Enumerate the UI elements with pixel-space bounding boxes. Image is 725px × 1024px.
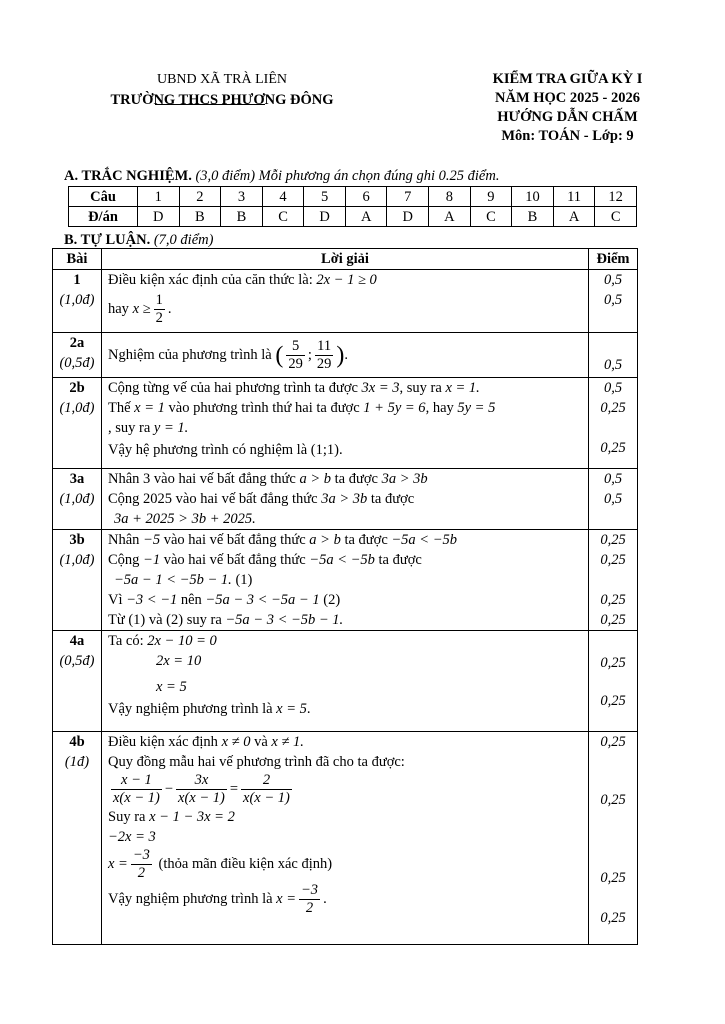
text: Thế bbox=[108, 400, 135, 416]
math: −1 bbox=[143, 552, 161, 568]
bai-cell bbox=[53, 530, 102, 631]
score-cell bbox=[589, 631, 638, 732]
text: Nhân 3 vào hai vế bất đẳng thức bbox=[108, 471, 300, 487]
score: 0,5 bbox=[603, 272, 623, 288]
bai-number: 4b bbox=[69, 734, 85, 750]
text: ta được bbox=[331, 471, 382, 487]
row-bai-4b bbox=[53, 732, 638, 945]
solution-line bbox=[108, 550, 582, 570]
bai-points: (1,0đ) bbox=[59, 292, 95, 308]
math: x ≠ 0 bbox=[221, 734, 251, 750]
text: (1) bbox=[231, 572, 253, 588]
math: 3a > 3b bbox=[321, 491, 368, 507]
paren-open: ( bbox=[275, 342, 284, 368]
bai-number: 2a bbox=[69, 335, 85, 351]
math: x = 5 bbox=[276, 701, 307, 717]
text: ta được bbox=[374, 552, 422, 568]
text: , suy ra bbox=[108, 420, 154, 436]
text: hay bbox=[108, 300, 133, 317]
solution-line bbox=[108, 509, 582, 529]
row-bai-2a bbox=[53, 333, 638, 378]
math: x = 5 bbox=[156, 679, 187, 695]
answer-row bbox=[69, 207, 637, 227]
question-label: Câu bbox=[69, 187, 138, 207]
text: và bbox=[250, 734, 272, 750]
math: −5a − 1 < −5b − 1. bbox=[114, 572, 232, 588]
answer-cell: D bbox=[138, 207, 180, 227]
answer-cell: D bbox=[304, 207, 346, 227]
bai-points: (1,0đ) bbox=[59, 552, 95, 568]
math: −5 bbox=[143, 532, 161, 548]
score: 0,5 bbox=[603, 292, 623, 308]
math: a > b bbox=[309, 532, 341, 548]
math: x ≥ bbox=[132, 300, 151, 317]
bai-cell bbox=[53, 270, 102, 333]
numerator: −3 bbox=[301, 882, 319, 898]
answer-label: Đ/án bbox=[69, 207, 138, 227]
header-underline bbox=[155, 104, 265, 105]
text: Ta có: bbox=[108, 633, 148, 649]
text: . bbox=[323, 890, 327, 907]
text: Nhân bbox=[108, 532, 144, 548]
numerator: x − 1 bbox=[111, 772, 162, 790]
solution-line bbox=[108, 752, 582, 772]
school-year: NĂM HỌC 2025 - 2026 bbox=[495, 90, 640, 106]
math: 2x − 1 ≥ 0 bbox=[316, 272, 377, 288]
bai-cell bbox=[53, 732, 102, 945]
denominator: 2 bbox=[305, 900, 314, 916]
solution-line bbox=[108, 610, 582, 630]
denominator: 29 bbox=[288, 355, 303, 372]
answer-cell: B bbox=[221, 207, 263, 227]
math: −5a − 3 < −5a − 1 bbox=[205, 592, 320, 608]
section-b-title bbox=[64, 232, 213, 249]
score: 0,5 bbox=[603, 380, 623, 396]
fraction bbox=[299, 882, 320, 917]
text: Cộng 2025 vào hai vế bất đẳng thức bbox=[108, 491, 322, 507]
math: 3a > 3b bbox=[381, 471, 428, 487]
bai-cell bbox=[53, 378, 102, 469]
solution-line bbox=[108, 530, 582, 550]
text: Điều kiện xác định bbox=[108, 734, 222, 750]
answer-cell: C bbox=[595, 207, 637, 227]
numerator: −3 bbox=[132, 847, 150, 863]
bai-number: 4a bbox=[69, 633, 85, 649]
question-number: 6 bbox=[345, 187, 387, 207]
solution-line bbox=[108, 882, 582, 917]
row-bai-3b bbox=[53, 530, 638, 631]
school-name: TRƯỜNG THCS PHƯƠNG ĐÔNG bbox=[110, 92, 334, 108]
section-a-heading: A. TRẮC NGHIỆM. bbox=[64, 168, 192, 184]
solution-line bbox=[108, 418, 582, 438]
math: 2x − 10 = 0 bbox=[147, 633, 217, 649]
score-cell bbox=[589, 378, 638, 469]
exam-title: KIỂM TRA GIỮA KỲ I bbox=[492, 71, 643, 87]
math: −5a < −5b bbox=[309, 552, 375, 568]
operator: − bbox=[164, 780, 174, 797]
math: a > b bbox=[299, 471, 332, 487]
text: (2) bbox=[319, 592, 341, 608]
question-number: 7 bbox=[387, 187, 429, 207]
math: 3x = 3 bbox=[361, 380, 400, 396]
row-bai-2b bbox=[53, 378, 638, 469]
solution-line bbox=[108, 677, 582, 697]
math: −2x = 3 bbox=[108, 829, 156, 845]
score: 0,25 bbox=[600, 655, 626, 671]
text: Từ (1) và (2) suy ra bbox=[108, 612, 226, 628]
row-bai-4a bbox=[53, 631, 638, 732]
text: Cộng từng vế của hai phương trình ta được bbox=[108, 380, 362, 396]
text: . bbox=[306, 701, 311, 717]
bai-number: 3b bbox=[69, 532, 85, 548]
text: , hay bbox=[425, 400, 458, 416]
score: 0,25 bbox=[600, 734, 626, 750]
solution-line bbox=[108, 847, 582, 882]
question-number: 3 bbox=[221, 187, 263, 207]
math: x = bbox=[276, 890, 297, 907]
text: Quy đồng mẫu hai vế phương trình đã cho ta được: bbox=[108, 754, 405, 770]
numerator: 5 bbox=[286, 338, 305, 356]
question-number: 4 bbox=[262, 187, 304, 207]
text: vào hai vế bất đẳng thức bbox=[160, 532, 310, 548]
solution-cell bbox=[102, 732, 589, 945]
numerator: 3x bbox=[176, 772, 227, 790]
score-cell bbox=[589, 270, 638, 333]
solution-cell bbox=[102, 333, 589, 378]
fraction bbox=[315, 338, 334, 373]
bai-number: 2b bbox=[69, 380, 85, 396]
col-header-diem: Điểm bbox=[589, 249, 638, 270]
score: 0,25 bbox=[600, 910, 626, 926]
score: 0,25 bbox=[600, 440, 626, 456]
denominator: 29 bbox=[316, 355, 332, 372]
numerator: 1 bbox=[155, 292, 163, 308]
text: Nghiệm của phương trình là bbox=[108, 346, 276, 363]
text: (thỏa mãn điều kiện xác định) bbox=[154, 855, 333, 872]
text: Suy ra bbox=[108, 809, 150, 825]
solution-line bbox=[108, 827, 582, 847]
question-row bbox=[69, 187, 637, 207]
math: y = 1. bbox=[153, 420, 189, 436]
col-header-bai: Bài bbox=[53, 249, 102, 270]
solution-cell bbox=[102, 270, 589, 333]
bai-points: (1,0đ) bbox=[59, 491, 95, 507]
question-number: 12 bbox=[595, 187, 637, 207]
question-number: 11 bbox=[553, 187, 595, 207]
bai-number: 1 bbox=[73, 272, 81, 288]
solution-line bbox=[108, 378, 582, 398]
math: 2x = 10 bbox=[156, 653, 202, 669]
bai-number: 3a bbox=[69, 471, 85, 487]
answer-cell: C bbox=[470, 207, 512, 227]
solution-line bbox=[108, 651, 582, 671]
text: Vậy nghiệm phương trình là bbox=[108, 890, 277, 907]
bai-points: (1,0đ) bbox=[59, 400, 95, 416]
answer-cell: B bbox=[512, 207, 554, 227]
fraction bbox=[131, 847, 152, 882]
answer-cell: A bbox=[429, 207, 471, 227]
denominator: 2 bbox=[155, 310, 163, 326]
numerator: 11 bbox=[315, 338, 334, 356]
paren-close: ) bbox=[336, 342, 345, 368]
text: vào hai vế bất đẳng thức bbox=[160, 552, 310, 568]
solution-line bbox=[108, 772, 582, 807]
answer-cell: D bbox=[387, 207, 429, 227]
solution-line bbox=[108, 590, 582, 610]
essay-answer-table bbox=[52, 248, 638, 945]
score: 0,25 bbox=[600, 552, 626, 568]
text: . bbox=[167, 300, 172, 317]
section-a-title bbox=[64, 168, 499, 185]
col-header-loigiai: Lời giải bbox=[102, 249, 589, 270]
multiple-choice-table bbox=[68, 186, 637, 227]
fraction bbox=[111, 772, 162, 807]
bai-cell bbox=[53, 333, 102, 378]
numerator: 2 bbox=[241, 772, 292, 790]
text: vào phương trình thứ hai ta được bbox=[164, 400, 364, 416]
math: x = 1 bbox=[134, 400, 165, 416]
answer-cell: A bbox=[345, 207, 387, 227]
math: x = bbox=[108, 855, 128, 872]
denominator: x(x − 1) bbox=[178, 790, 225, 806]
score: 0,25 bbox=[600, 400, 626, 416]
score-cell bbox=[589, 333, 638, 378]
math: 3a + 2025 > 3b + 2025. bbox=[114, 511, 256, 527]
operator: = bbox=[229, 780, 239, 797]
text: Vậy nghiệm phương trình là bbox=[108, 701, 277, 717]
score: 0,25 bbox=[600, 592, 626, 608]
text: nên bbox=[177, 592, 206, 608]
math: −5a < −5b bbox=[391, 532, 457, 548]
bai-points: (0,5đ) bbox=[59, 355, 95, 371]
solution-line bbox=[108, 469, 582, 489]
math: −3 < −1 bbox=[126, 592, 178, 608]
question-number: 5 bbox=[304, 187, 346, 207]
solution-line bbox=[108, 631, 582, 651]
text: Điều kiện xác định của căn thức là: bbox=[108, 272, 317, 288]
score: 0,25 bbox=[600, 693, 626, 709]
row-bai-1 bbox=[53, 270, 638, 333]
math: (1;1) bbox=[310, 442, 339, 458]
solution-cell bbox=[102, 469, 589, 530]
score-cell bbox=[589, 469, 638, 530]
solution-line bbox=[108, 398, 582, 418]
score: 0,25 bbox=[600, 532, 626, 548]
text: Vậy hệ phương trình có nghiệm là bbox=[108, 442, 311, 458]
score: 0,5 bbox=[603, 491, 623, 507]
answer-cell: A bbox=[553, 207, 595, 227]
text: . bbox=[344, 346, 348, 363]
text: . bbox=[338, 442, 343, 458]
score: 0,5 bbox=[603, 471, 623, 487]
score: 0,25 bbox=[600, 612, 626, 628]
solution-cell bbox=[102, 631, 589, 732]
solution-line bbox=[108, 489, 582, 509]
denominator: x(x − 1) bbox=[113, 790, 160, 806]
solution-line bbox=[108, 270, 582, 290]
solution-line bbox=[108, 732, 582, 752]
bai-points: (0,5đ) bbox=[59, 653, 95, 669]
denominator: 2 bbox=[137, 865, 145, 881]
math: −5a − 3 < −5b − 1. bbox=[225, 612, 344, 628]
score: 0,25 bbox=[600, 792, 626, 808]
section-b-heading: B. TỰ LUẬN. bbox=[64, 232, 151, 248]
section-b-note: (7,0 điểm) bbox=[153, 232, 214, 248]
solution-line: Nghiệm của phương trình là ( $\frac{5}{29}$ ; $\frac{11}{29}$ ). bbox=[108, 337, 348, 372]
solution-line bbox=[108, 570, 582, 590]
bai-cell bbox=[53, 631, 102, 732]
solution-line bbox=[108, 440, 582, 460]
bai-points: (1đ) bbox=[64, 754, 90, 770]
solution-cell bbox=[102, 530, 589, 631]
math: x ≠ 1. bbox=[271, 734, 304, 750]
text: Cộng bbox=[108, 552, 144, 568]
subject-grade: Môn: TOÁN - Lớp: 9 bbox=[501, 128, 634, 144]
math: x − 1 − 3x = 2 bbox=[149, 809, 235, 825]
question-number: 8 bbox=[429, 187, 471, 207]
question-number: 9 bbox=[470, 187, 512, 207]
question-number: 2 bbox=[179, 187, 221, 207]
guide-title: HƯỚNG DẪN CHẤM bbox=[497, 109, 638, 125]
fraction bbox=[176, 772, 227, 807]
score-cell bbox=[589, 732, 638, 945]
row-bai-3a bbox=[53, 469, 638, 530]
solution-line bbox=[108, 807, 582, 827]
score: 0,25 bbox=[600, 870, 626, 886]
math: 5y = 5 bbox=[457, 400, 496, 416]
denominator: x(x − 1) bbox=[243, 790, 290, 806]
math: 1 + 5y = 6 bbox=[363, 400, 426, 416]
score: 0,5 bbox=[603, 357, 623, 373]
fraction bbox=[241, 772, 292, 807]
text: ta được bbox=[340, 532, 392, 548]
answer-cell: C bbox=[262, 207, 304, 227]
answer-cell: B bbox=[179, 207, 221, 227]
math: x = 1. bbox=[445, 380, 480, 396]
text: , suy ra bbox=[399, 380, 446, 396]
table-header-row bbox=[53, 249, 638, 270]
solution-line bbox=[108, 699, 582, 719]
question-number: 10 bbox=[512, 187, 554, 207]
score-cell bbox=[589, 530, 638, 631]
fraction bbox=[286, 338, 305, 373]
text: ta được bbox=[367, 491, 415, 507]
exam-header bbox=[455, 70, 680, 146]
solution-cell bbox=[102, 378, 589, 469]
question-number: 1 bbox=[138, 187, 180, 207]
fraction bbox=[154, 292, 165, 327]
commune-name: UBND XÃ TRÀ LIÊN bbox=[156, 72, 287, 87]
solution-line bbox=[108, 292, 582, 327]
section-a-note: (3,0 điểm) Mỗi phương án chọn đúng ghi 0.25 điểm. bbox=[195, 168, 500, 184]
bai-cell bbox=[53, 469, 102, 530]
text: Vì bbox=[108, 592, 127, 608]
